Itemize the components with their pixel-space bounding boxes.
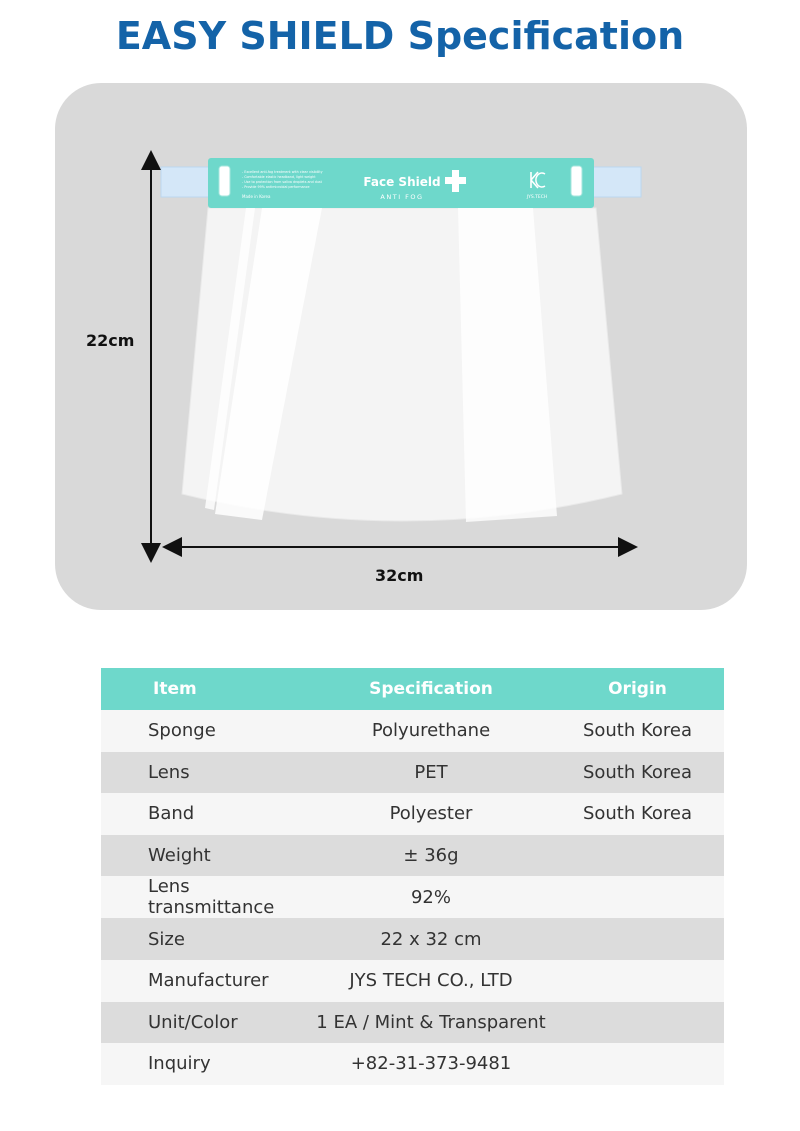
cell-item: Manufacturer [148, 970, 269, 992]
cell-origin: South Korea [582, 720, 693, 742]
table-header-row [101, 668, 724, 710]
height-dimension-label: 22cm [86, 331, 135, 350]
cell-origin [551, 835, 724, 877]
cell-origin [551, 1043, 724, 1085]
cell-spec: 22 x 32 cm [380, 928, 482, 950]
table-row [101, 1043, 724, 1085]
table-row [101, 793, 724, 835]
table-row [101, 876, 724, 918]
cell-origin [551, 918, 724, 960]
cell-origin [551, 960, 724, 1002]
cell-spec: ± 36g [403, 845, 459, 867]
cell-spec: Polyester [389, 803, 473, 825]
band-note: - Comfortable elastic headband, light weight [242, 175, 316, 179]
cell-item: Band [148, 803, 195, 825]
cell-origin [551, 1002, 724, 1044]
cell-spec: +82-31-373-9481 [350, 1053, 512, 1075]
band-slot-left [219, 166, 230, 196]
cell-item: Unit/Color [148, 1011, 238, 1033]
cell-spec: 1 EA / Mint & Transparent [316, 1011, 546, 1033]
page-title: EASY SHIELD Specification [115, 14, 685, 58]
cell-spec: PET [414, 761, 448, 783]
cell-origin [551, 876, 724, 918]
cell-origin: South Korea [582, 761, 693, 783]
table-row [101, 835, 724, 877]
band-title: Face Shield [363, 175, 441, 189]
table-row [101, 752, 724, 794]
table-row [101, 960, 724, 1002]
band-note: - Use to protection from saliva droplets and dust [242, 180, 322, 184]
table-row [101, 710, 724, 752]
table-row [101, 918, 724, 960]
cell-item: Lens [148, 761, 190, 783]
specification-table [101, 668, 724, 1085]
cell-item: Lens transmittance [148, 876, 275, 919]
band-note: - Provide 99% antimicrobial performance [242, 185, 310, 189]
cell-item: Size [148, 928, 185, 950]
band-subtitle: ANTI FOG [380, 193, 424, 201]
header-origin: Origin [608, 679, 667, 699]
width-dimension-label: 32cm [375, 566, 424, 585]
cell-spec: JYS TECH CO., LTD [349, 970, 513, 992]
cell-spec: 92% [410, 886, 451, 908]
band-slot-right [571, 166, 582, 196]
header-item: Item [153, 679, 197, 699]
cell-item: Sponge [148, 720, 216, 742]
band-brand: JYS.TECH [526, 195, 548, 200]
cell-origin: South Korea [582, 803, 693, 825]
cell-item: Inquiry [148, 1053, 211, 1075]
cell-spec: Polyurethane [371, 720, 491, 742]
header-specification: Specification [369, 679, 493, 699]
band-made-in: Made in Korea [242, 194, 271, 199]
band-note: - Excellent anti-fog treatment with clear visibility [242, 170, 323, 174]
cell-item: Weight [148, 845, 211, 867]
table-row [101, 1002, 724, 1044]
